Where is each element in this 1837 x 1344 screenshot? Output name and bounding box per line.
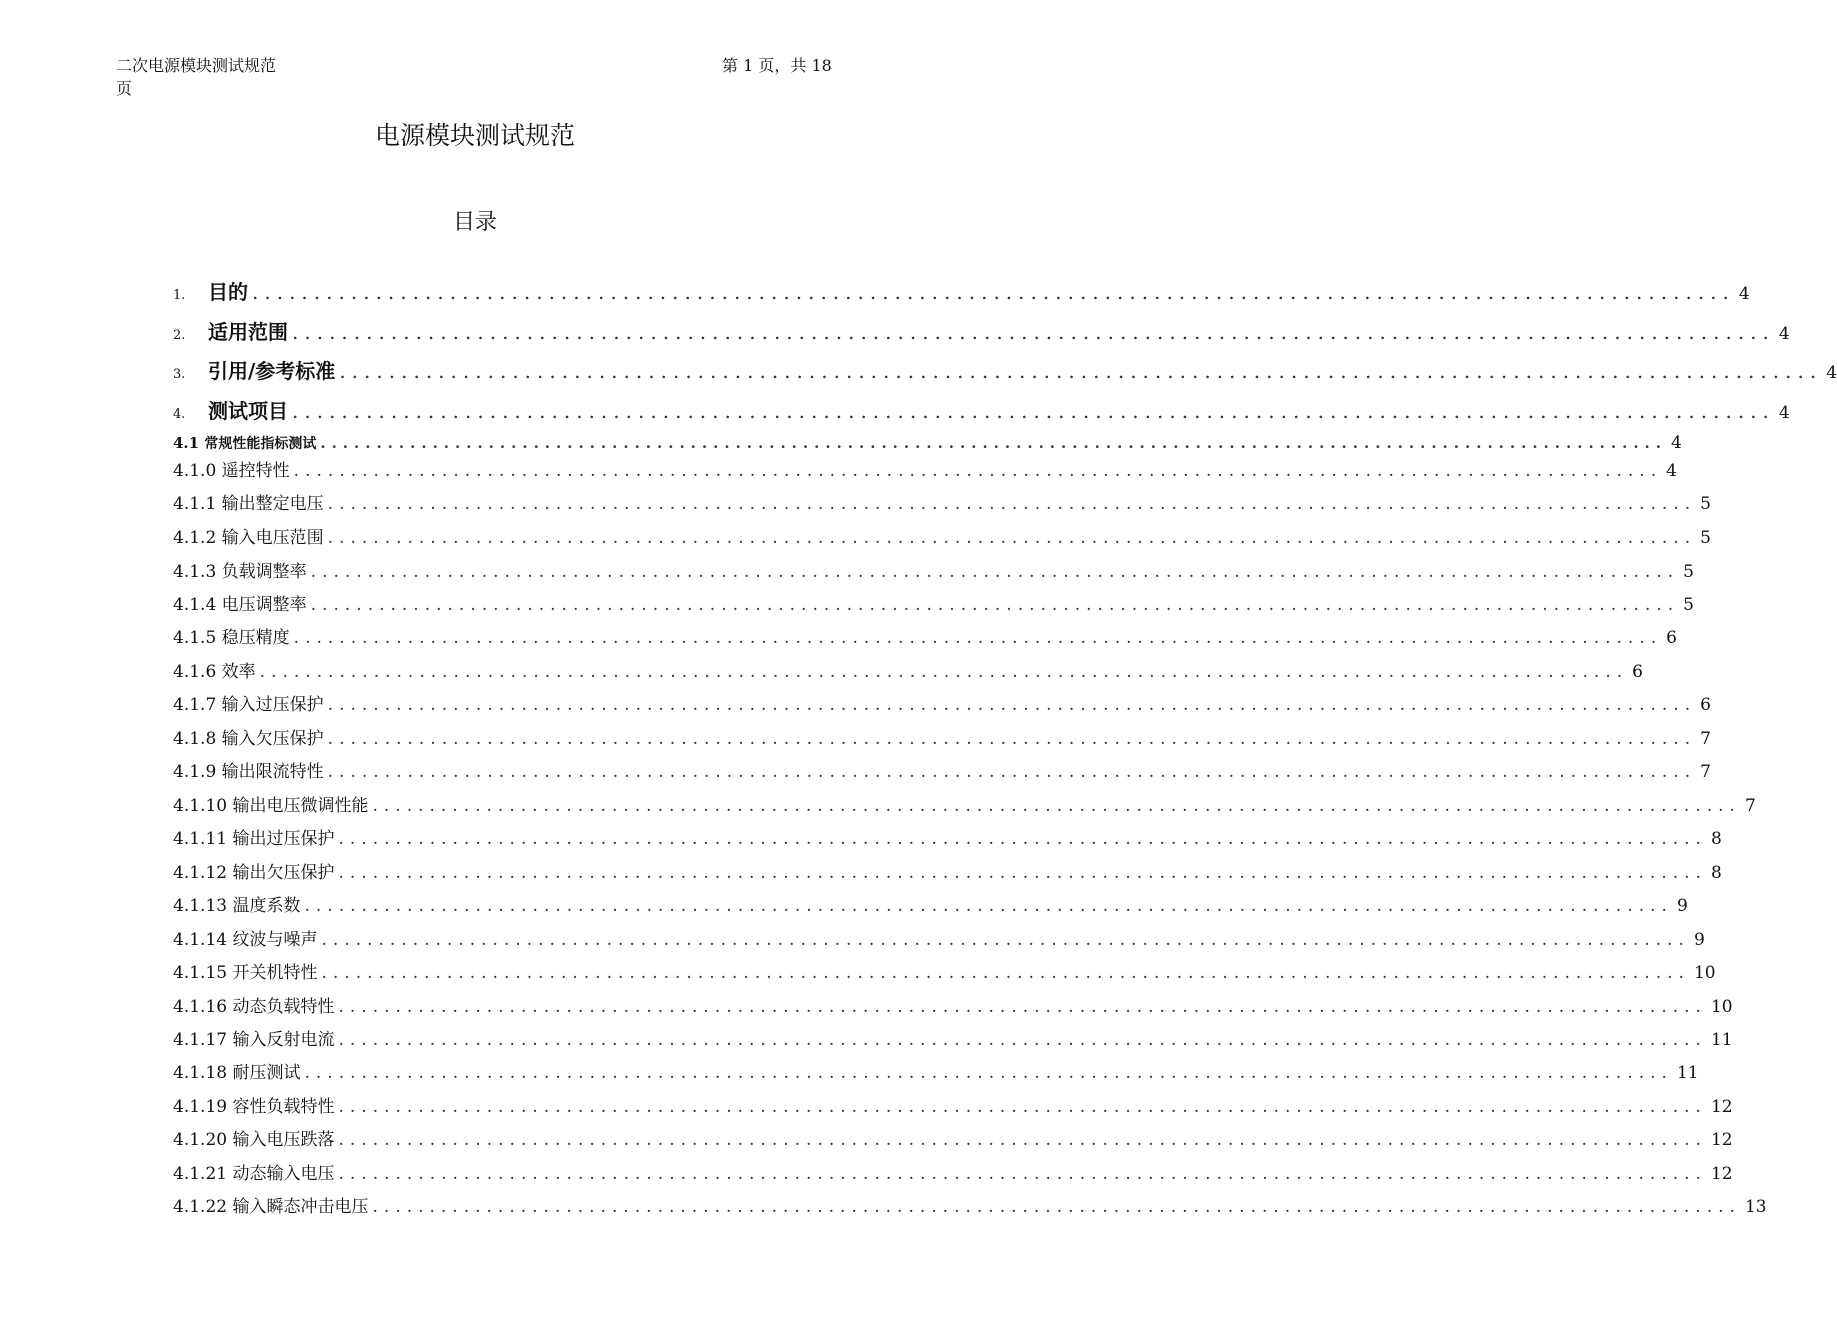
dot-leader: ........................................................................................................................ [338,1030,1707,1050]
toc-entry-title: 输出限流特性 [221,762,324,782]
toc-entry-number: 4.1.22 [173,1197,228,1217]
toc-entry-page: 4 [1666,461,1677,481]
toc-entry-page: 4 [1778,324,1790,344]
toc-entry-title: 温度系数 [232,896,301,916]
toc-entry-number: 4.1.13 [173,896,228,916]
toc-entry-title: 输出整定电压 [221,494,324,514]
toc-heading: 目录 [452,210,497,235]
dot-leader: ........................................................................................................................ [338,1130,1707,1150]
toc-entry[interactable] [173,523,1711,548]
toc-entry[interactable] [173,657,1643,682]
dot-leader: ........................................................................................................................ [321,930,1690,950]
toc-entry-page: 4 [1778,403,1790,423]
toc-entry-number: 4.1.15 [173,963,228,983]
toc-entry-page: 7 [1744,796,1756,816]
toc-entry-number: 4.1.17 [173,1030,228,1050]
dot-leader: ........................................................................................................................ [372,1197,1741,1217]
toc-entry-number: 4.1.10 [173,796,228,816]
header-doc-name: 二次电源模块测试规范 [116,56,277,75]
toc-entry-title: 输出欠压保护 [232,863,335,883]
toc-entry[interactable] [173,791,1756,816]
toc-entry-title: 动态输入电压 [232,1164,335,1184]
dot-leader: ........................................................................................................................ [327,695,1697,715]
toc-entry-number: 4.1.19 [173,1097,228,1117]
toc-entry-page: 12 [1710,1130,1733,1150]
toc-entry[interactable] [173,456,1677,481]
toc-entry-number: 4.1.0 [173,461,217,481]
toc-entry-number: 4.1.20 [173,1130,228,1150]
toc-entry-page: 6 [1632,662,1643,682]
toc-entry-page: 5 [1683,595,1694,615]
toc-entry-title: 测试项目 [208,399,288,423]
toc-entry-title: 输出电压微调性能 [232,796,369,816]
toc-entry[interactable] [173,824,1722,849]
toc-entry[interactable] [173,1025,1733,1050]
toc-entry[interactable] [173,958,1716,983]
toc-entry[interactable] [173,276,1750,305]
toc-entry-page: 11 [1676,1063,1699,1083]
toc-entry-number: 4.1.3 [173,562,217,582]
header-doc-name-wrap: 页 [116,79,133,98]
dot-leader: ........................................................................................................................ [320,434,1668,452]
toc-entry-page: 6 [1666,628,1677,648]
toc-entry-number: 4.1.7 [173,695,217,715]
dot-leader: ........................................................................................................................ [293,628,1663,648]
toc-entry[interactable] [173,316,1790,345]
toc-entry-title: 容性负载特性 [232,1097,335,1117]
toc-entry-number: 1. [173,288,186,303]
toc-entry-page: 4 [1738,284,1750,304]
toc-entry-page: 4 [1671,433,1682,453]
toc-entry-title: 电压调整率 [221,595,307,615]
toc-entry-number: 4.1.1 [173,494,217,514]
toc-entry-page: 9 [1676,896,1688,916]
dot-leader: ........................................................................................................................ [327,762,1697,782]
toc-entry-page: 8 [1710,829,1722,849]
toc-entry-page: 4 [1826,363,1837,383]
toc-entry-page: 10 [1710,997,1733,1017]
toc-entry-title: 遥控特性 [221,461,290,481]
toc-entry-title: 输入瞬态冲击电压 [232,1197,369,1217]
toc-entry[interactable] [173,433,1682,453]
dot-leader: ........................................................................................................................ [292,399,1775,423]
toc-entry-title: 引用/参考标准 [208,359,336,383]
dot-leader: ........................................................................................................................ [310,595,1680,615]
toc-entry[interactable] [173,891,1688,916]
dot-leader: ........................................................................................................................ [259,662,1629,682]
dot-leader: ........................................................................................................................ [304,1063,1673,1083]
toc-entry[interactable] [173,757,1711,782]
toc-entry-page: 5 [1700,528,1711,548]
dot-leader: ........................................................................................................................ [327,729,1697,749]
toc-entry[interactable] [173,724,1711,749]
dot-leader: ........................................................................................................................ [327,528,1697,548]
toc-entry-number: 4.1.6 [173,662,217,682]
toc-entry-number: 4.1.16 [173,997,228,1017]
toc-entry-page: 12 [1710,1097,1733,1117]
toc-entry-title: 开关机特性 [232,963,318,983]
toc-entry-title: 适用范围 [208,320,288,344]
toc-entry-number: 2. [173,328,186,343]
toc-entry-page: 8 [1710,863,1722,883]
toc-entry-number: 4.1.11 [173,829,228,849]
toc-entry-title: 输入欠压保护 [221,729,324,749]
toc-entry-title: 纹波与噪声 [232,930,318,950]
dot-leader: ........................................................................................................................ [310,562,1680,582]
toc-entry-page: 7 [1700,762,1711,782]
toc-entry-number: 4. [173,407,186,422]
running-header-left [116,54,276,100]
toc-entry-title: 常规性能指标测试 [204,436,317,452]
toc-entry-title: 动态负载特性 [232,997,335,1017]
toc-entry-title: 效率 [221,662,256,682]
toc-entry[interactable] [173,1125,1733,1150]
toc-entry-number: 4.1.12 [173,863,228,883]
toc-entry-number: 4.1 [173,434,200,452]
toc-entry-title: 输入过压保护 [221,695,324,715]
toc-entry-title: 耐压测试 [232,1063,301,1083]
toc-entry-number: 4.1.4 [173,595,217,615]
toc-entry[interactable] [173,925,1705,950]
dot-leader: ........................................................................................................................ [304,896,1673,916]
toc-entry[interactable] [173,1159,1733,1184]
toc-entry-page: 13 [1744,1197,1767,1217]
dot-leader: ........................................................................................................................ [327,494,1697,514]
toc-entry-page: 7 [1700,729,1711,749]
dot-leader: ........................................................................................................................ [338,829,1707,849]
toc-entry-title: 稳压精度 [221,628,290,648]
page-indicator: 第 1 页，共 18 [722,56,832,75]
toc-entry[interactable] [173,557,1694,582]
toc-entry-number: 3. [173,367,186,382]
toc-entry[interactable] [173,690,1711,715]
dot-leader: ........................................................................................................................ [339,359,1823,383]
toc-entry-page: 9 [1693,930,1705,950]
toc-entry-number: 4.1.8 [173,729,217,749]
toc-entry-title: 负载调整率 [221,562,307,582]
toc-entry-page: 6 [1700,695,1711,715]
toc-entry-number: 4.1.9 [173,762,217,782]
toc-entry[interactable] [173,858,1722,883]
toc-entry[interactable] [173,355,1837,384]
toc-entry[interactable] [173,395,1790,424]
toc-entry[interactable] [173,1092,1733,1117]
document-title: 电源模块测试规范 [374,121,575,150]
toc-entry[interactable] [173,590,1694,615]
toc-entry-number: 4.1.14 [173,930,228,950]
toc-entry-title: 目的 [208,280,248,304]
toc-entry-page: 5 [1683,562,1694,582]
toc-entry-page: 12 [1710,1164,1733,1184]
toc-entry-title: 输入电压跌落 [232,1130,335,1150]
dot-leader: ........................................................................................................................ [252,280,1735,304]
toc-entry-number: 4.1.21 [173,1164,228,1184]
dot-leader: ........................................................................................................................ [338,863,1707,883]
toc-entry[interactable] [173,489,1711,514]
toc-entry-number: 4.1.5 [173,628,217,648]
toc-entry-page: 5 [1700,494,1711,514]
toc-entry[interactable] [173,623,1677,648]
toc-entry[interactable] [173,1192,1767,1217]
dot-leader: ........................................................................................................................ [338,1097,1707,1117]
toc-entry-title: 输入电压范围 [221,528,324,548]
dot-leader: ........................................................................................................................ [292,320,1775,344]
dot-leader: ........................................................................................................................ [293,461,1663,481]
toc-entry-number: 4.1.2 [173,528,217,548]
toc-entry[interactable] [173,1058,1699,1083]
toc-entry-title: 输出过压保护 [232,829,335,849]
toc-entry-number: 4.1.18 [173,1063,228,1083]
dot-leader: ........................................................................................................................ [321,963,1690,983]
dot-leader: ........................................................................................................................ [338,997,1707,1017]
dot-leader: ........................................................................................................................ [372,796,1741,816]
toc-entry-page: 11 [1710,1030,1733,1050]
dot-leader: ........................................................................................................................ [338,1164,1707,1184]
toc-entry-title: 输入反射电流 [232,1030,335,1050]
toc-entry[interactable] [173,992,1733,1017]
toc-entry-page: 10 [1693,963,1716,983]
